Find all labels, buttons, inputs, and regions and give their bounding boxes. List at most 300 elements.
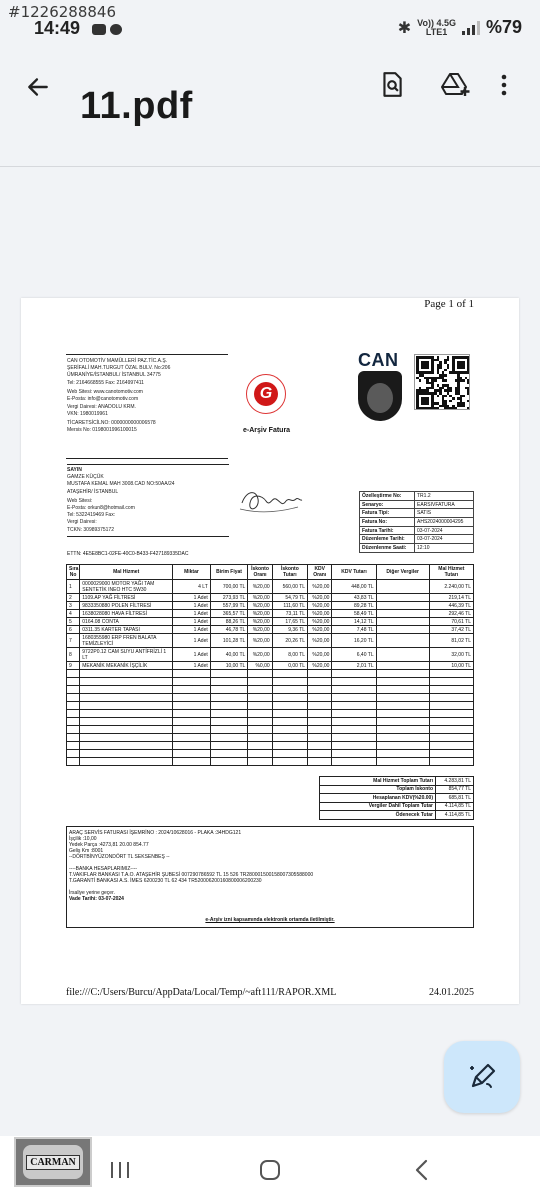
table-cell: %20,00: [248, 580, 272, 594]
table-cell: [272, 742, 307, 750]
table-cell: %20,00: [248, 634, 272, 648]
table-cell: [429, 718, 473, 726]
table-cell: [80, 686, 173, 694]
meta-key: Fatura Tipi:: [360, 509, 415, 518]
meta-value: AHS2024000004295: [415, 518, 474, 527]
table-cell: 9722P0.12 CAM SUYU ANTİFRİZLİ 1 LT: [80, 648, 173, 662]
table-cell: [376, 694, 429, 702]
seller-info: [67, 358, 227, 434]
find-in-document-button[interactable]: [372, 65, 412, 105]
note-line: Vade Tarihi: 03-07-2024: [69, 896, 124, 902]
table-cell: [376, 594, 429, 602]
nav-back-button[interactable]: [402, 1154, 442, 1186]
table-cell: [173, 742, 211, 750]
table-cell: [173, 750, 211, 758]
table-cell: [429, 694, 473, 702]
table-cell: %20,00: [308, 626, 332, 634]
status-time: 14:49: [34, 18, 81, 38]
column-header: Mal Hizmet: [80, 565, 173, 580]
table-cell: 1 Adet: [173, 662, 211, 670]
table-cell: 219,14 TL: [429, 594, 473, 602]
table-cell: [67, 734, 80, 742]
table-cell: [248, 670, 272, 678]
table-cell: [173, 670, 211, 678]
peugeot-lion-logo: [358, 371, 402, 421]
table-cell: [67, 742, 80, 750]
notes-box: [66, 826, 474, 928]
total-row: [320, 802, 474, 811]
seller-line: Web Sitesi: www.canotomotiv.com: [67, 388, 143, 395]
table-cell: [67, 758, 80, 766]
total-value: 4.283,81 TL: [436, 777, 474, 786]
network-top-label: Vo)) 4.5G: [417, 17, 456, 28]
table-cell: [308, 670, 332, 678]
table-cell: [210, 750, 248, 758]
table-cell: [308, 726, 332, 734]
table-cell: 1: [67, 580, 80, 594]
table-cell: 0164.08 CONTA: [80, 618, 173, 626]
total-value: 4.114,85 TL: [436, 802, 474, 811]
table-cell: [67, 750, 80, 758]
total-row: [320, 811, 474, 820]
table-cell: [376, 750, 429, 758]
table-cell: [210, 742, 248, 750]
table-cell: 8: [67, 648, 80, 662]
notification-icons: [92, 24, 122, 35]
table-cell: %20,00: [248, 610, 272, 618]
table-cell: 14,12 TL: [332, 618, 376, 626]
back-button[interactable]: [18, 67, 58, 107]
table-cell: [376, 726, 429, 734]
table-cell: [429, 734, 473, 742]
table-row: [67, 626, 474, 634]
table-cell: %20,00: [308, 602, 332, 610]
table-cell: 70,61 TL: [429, 618, 473, 626]
signal-icon: [462, 21, 480, 35]
table-cell: 1 Adet: [173, 610, 211, 618]
buyer-line: E-Posta: orkun8@hotmail.com: [67, 505, 135, 512]
column-header: Diğer Vergiler: [376, 565, 429, 580]
buyer-line: ATAŞEHİR/ İSTANBUL: [67, 488, 119, 495]
table-cell: 1109.AP YAĞ FİLTRESİ: [80, 594, 173, 602]
network-indicator: [417, 19, 456, 37]
gib-logo: G: [246, 374, 286, 414]
seller-line: Mersis No: 0198001996100015: [67, 426, 137, 433]
table-cell: [308, 702, 332, 710]
table-cell: [376, 602, 429, 610]
header-rule: [66, 354, 228, 355]
table-cell: %20,00: [308, 648, 332, 662]
empty-table-row: [67, 734, 474, 742]
invoice-meta-table: [359, 491, 474, 553]
invoice-type-label: e-Arşiv Fatura: [243, 427, 291, 434]
table-row: [67, 662, 474, 670]
file-title: 11.pdf: [80, 85, 193, 127]
buyer-line: TCKN: 30989375172: [67, 526, 114, 533]
table-cell: [210, 718, 248, 726]
table-cell: [248, 694, 272, 702]
table-cell: [429, 678, 473, 686]
table-row: [67, 580, 474, 594]
drive-add-icon: [441, 71, 471, 99]
meta-row: [360, 492, 474, 501]
table-cell: [376, 742, 429, 750]
table-cell: [272, 710, 307, 718]
table-cell: %20,00: [308, 594, 332, 602]
table-cell: [248, 686, 272, 694]
total-value: 4.114,85 TL: [436, 811, 474, 820]
table-cell: [308, 750, 332, 758]
table-row: [67, 602, 474, 610]
recents-icon: [109, 1160, 131, 1180]
table-cell: [210, 710, 248, 718]
buyer-line: MUSTAFA KEMAL MAH 3008.CAD NO:50AA/24: [67, 481, 175, 488]
table-cell: %20,00: [308, 662, 332, 670]
table-cell: [272, 694, 307, 702]
table-cell: [248, 718, 272, 726]
table-cell: 43,83 TL: [332, 594, 376, 602]
table-cell: [376, 662, 429, 670]
table-cell: [332, 694, 376, 702]
table-cell: [80, 710, 173, 718]
table-cell: [332, 710, 376, 718]
table-cell: [308, 678, 332, 686]
table-cell: [429, 758, 473, 766]
table-cell: [429, 670, 473, 678]
buyer-line: SAYIN: [67, 467, 82, 473]
empty-table-row: [67, 750, 474, 758]
table-cell: 40,00 TL: [210, 648, 248, 662]
page-counter: Page 1 of 1: [424, 298, 474, 310]
table-cell: 37,42 TL: [429, 626, 473, 634]
carman-label: CARMAN: [26, 1155, 80, 1170]
table-cell: [429, 710, 473, 718]
table-cell: [80, 726, 173, 734]
note-line: ARAÇ SERVİS FATURASI İŞEMRİNO : 2024/10628016 - PLAKA :34HDG121: [69, 830, 242, 836]
table-cell: 9: [67, 662, 80, 670]
table-cell: [67, 686, 80, 694]
can-brand-logo: CAN: [358, 350, 399, 370]
table-cell: 6,40 TL: [332, 648, 376, 662]
table-cell: [80, 742, 173, 750]
table-row: [67, 634, 474, 648]
table-cell: 448,00 TL: [332, 580, 376, 594]
meta-value: 12:10: [415, 544, 474, 553]
more-options-button[interactable]: [492, 65, 516, 105]
footer-date: 24.01.2025: [429, 987, 474, 998]
edit-fab-button[interactable]: [444, 1041, 520, 1113]
note-line: Yedek Parça :4273,81 20.00 854.77: [69, 842, 149, 848]
table-cell: 101,28 TL: [210, 634, 248, 648]
table-cell: 81,02 TL: [429, 634, 473, 648]
meta-value: TR1.2: [415, 492, 474, 501]
table-cell: 16,20 TL: [332, 634, 376, 648]
table-cell: 89,28 TL: [332, 602, 376, 610]
table-cell: [272, 750, 307, 758]
battery-label: %79: [485, 17, 522, 37]
table-cell: [332, 758, 376, 766]
table-cell: 73,11 TL: [272, 610, 307, 618]
table-cell: [80, 694, 173, 702]
table-cell: [173, 726, 211, 734]
buyer-line: GAMZE KÜÇÜK: [67, 474, 104, 481]
table-cell: [376, 670, 429, 678]
table-cell: [332, 742, 376, 750]
table-cell: 1 Adet: [173, 648, 211, 662]
table-row: [67, 610, 474, 618]
ettn-label: ETTN: 4E5E8BC1-02FE-40C0-B433-F427189335DAC: [67, 551, 189, 557]
table-cell: 1638028080 HAVA FİLTRESİ: [80, 610, 173, 618]
empty-table-row: [67, 710, 474, 718]
empty-table-row: [67, 678, 474, 686]
note-line: Geliş Km :8001: [69, 848, 104, 854]
total-row: [320, 785, 474, 794]
table-cell: [332, 670, 376, 678]
table-cell: [80, 718, 173, 726]
table-cell: [376, 678, 429, 686]
table-cell: 4 LT: [173, 580, 211, 594]
meta-value: 03-07-2024: [415, 535, 474, 544]
table-cell: 20,26 TL: [272, 634, 307, 648]
table-row: [67, 648, 474, 662]
table-cell: [429, 742, 473, 750]
home-button[interactable]: [250, 1154, 290, 1186]
table-cell: [272, 734, 307, 742]
table-cell: [332, 678, 376, 686]
table-cell: 1 Adet: [173, 602, 211, 610]
table-cell: 4: [67, 610, 80, 618]
table-cell: %20,00: [248, 626, 272, 634]
total-label: Vergiler Dahil Toplam Tutar: [320, 802, 436, 811]
column-header: KDV Oranı: [308, 565, 332, 580]
column-header: Mal Hizmet Tutarı: [429, 565, 473, 580]
table-cell: [248, 750, 272, 758]
table-cell: 0,00 TL: [272, 662, 307, 670]
table-cell: [332, 702, 376, 710]
table-cell: 0311.35 KARTER TAPASI: [80, 626, 173, 634]
table-cell: [173, 758, 211, 766]
recents-button[interactable]: [100, 1154, 140, 1186]
table-cell: [308, 686, 332, 694]
table-cell: [173, 694, 211, 702]
table-cell: %20,00: [248, 594, 272, 602]
table-cell: 446,39 TL: [429, 602, 473, 610]
table-cell: [248, 742, 272, 750]
buyer-info: [67, 464, 237, 537]
status-bar: [0, 17, 540, 45]
total-value: 685,81 TL: [436, 794, 474, 803]
table-cell: [80, 670, 173, 678]
table-cell: [332, 750, 376, 758]
column-header: KDV Tutarı: [332, 565, 376, 580]
column-header: Birim Fiyat: [210, 565, 248, 580]
table-cell: 700,00 TL: [210, 580, 248, 594]
table-cell: [248, 702, 272, 710]
table-cell: [376, 758, 429, 766]
table-cell: [332, 718, 376, 726]
qr-code: [414, 354, 470, 410]
app-bar: [0, 45, 540, 166]
meta-value: EARSIVFATURA: [415, 500, 474, 509]
meta-row: [360, 509, 474, 518]
table-cell: [429, 702, 473, 710]
total-row: [320, 794, 474, 803]
meta-row: [360, 500, 474, 509]
total-label: Hesaplanan KDV(%20.00): [320, 794, 436, 803]
table-cell: [376, 610, 429, 618]
table-cell: 0000029000 MOTOR YAĞI TAM SENTETİK INEO HTC 5W30: [80, 580, 173, 594]
table-cell: [210, 726, 248, 734]
table-cell: [210, 686, 248, 694]
table-cell: [376, 702, 429, 710]
meta-value: SATIS: [415, 509, 474, 518]
table-cell: [210, 694, 248, 702]
table-cell: [248, 726, 272, 734]
table-cell: 2.240,00 TL: [429, 580, 473, 594]
table-cell: 2: [67, 594, 80, 602]
table-cell: [272, 702, 307, 710]
table-cell: [210, 670, 248, 678]
table-cell: %20,00: [308, 634, 332, 648]
table-cell: [248, 678, 272, 686]
table-cell: [376, 686, 429, 694]
table-cell: %20,00: [248, 648, 272, 662]
table-cell: [429, 750, 473, 758]
table-cell: 2,01 TL: [332, 662, 376, 670]
notes-footer-label: e-Arşiv izni kapsamında elektronik ortamda iletilmiştir.: [205, 917, 335, 923]
table-cell: 365,57 TL: [210, 610, 248, 618]
document-search-icon: [379, 71, 405, 99]
carman-logo: [14, 1137, 92, 1187]
table-cell: [376, 710, 429, 718]
table-cell: [272, 686, 307, 694]
table-cell: [272, 718, 307, 726]
table-cell: 7: [67, 634, 80, 648]
seller-line: CAN OTOMOTİV MAMÜLLERİ PAZ.TİC.A.Ş.: [67, 358, 168, 364]
table-cell: 6: [67, 626, 80, 634]
meta-row: [360, 535, 474, 544]
note-line: İşçilik :10,00: [69, 836, 97, 842]
empty-table-row: [67, 702, 474, 710]
table-cell: [376, 618, 429, 626]
seller-line: E-Posta: info@canotomotiv.com: [67, 396, 139, 403]
table-cell: [67, 702, 80, 710]
total-value: 854,77 TL: [436, 785, 474, 794]
table-cell: 1680355980 ERP FREN BALATA TEMİZLEYİCİ: [80, 634, 173, 648]
meta-value: 03-07-2024: [415, 526, 474, 535]
table-cell: [210, 758, 248, 766]
table-cell: [308, 710, 332, 718]
meta-key: Fatura Tarihi:: [360, 526, 415, 535]
empty-table-row: [67, 686, 474, 694]
app-bar-divider: [0, 166, 540, 167]
table-cell: [308, 742, 332, 750]
table-cell: [173, 734, 211, 742]
table-cell: [80, 750, 173, 758]
table-cell: [173, 702, 211, 710]
table-cell: [376, 634, 429, 648]
table-cell: 7,48 TL: [332, 626, 376, 634]
empty-table-row: [67, 718, 474, 726]
table-cell: [308, 718, 332, 726]
meta-key: Özelleştirme No:: [360, 492, 415, 501]
more-vertical-icon: [501, 74, 507, 96]
table-cell: %20,00: [308, 618, 332, 626]
table-cell: [308, 694, 332, 702]
table-cell: 1 Adet: [173, 626, 211, 634]
table-cell: 10,00 TL: [210, 662, 248, 670]
table-cell: [272, 678, 307, 686]
table-cell: [332, 686, 376, 694]
home-icon: [259, 1159, 281, 1181]
table-cell: [80, 678, 173, 686]
empty-table-row: [67, 758, 474, 766]
table-cell: %20,00: [248, 618, 272, 626]
table-cell: [376, 718, 429, 726]
seller-bottom-rule: [66, 458, 228, 459]
edit-pen-sparkle-icon: [467, 1062, 497, 1092]
note-line: --DÖRTBİNYÜZONDÖRT TL SEKSENBEŞ --: [69, 854, 170, 860]
table-cell: 557,99 TL: [210, 602, 248, 610]
table-cell: 9,36 TL: [272, 626, 307, 634]
table-cell: [376, 648, 429, 662]
footer-file-path: file:///C:/Users/Burcu/AppData/Local/Temp/~aft111/RAPOR.XML: [66, 987, 337, 998]
table-cell: 111,60 TL: [272, 602, 307, 610]
table-cell: 1 Adet: [173, 594, 211, 602]
meta-row: [360, 526, 474, 535]
table-cell: [67, 710, 80, 718]
table-row: [67, 618, 474, 626]
watermark-id: #1226288846: [8, 3, 117, 21]
table-cell: [80, 702, 173, 710]
table-cell: [67, 670, 80, 678]
table-cell: [173, 686, 211, 694]
table-cell: [173, 718, 211, 726]
note-line: T.VAKIFLAR BANKASI T.A.O. ATAŞEHİR ŞUBESİ 007290786592 TL 15 526 TR280001500158007305588000: [69, 872, 314, 878]
buyer-line: Web Sitesi:: [67, 497, 93, 504]
table-cell: [308, 758, 332, 766]
table-cell: 88,26 TL: [210, 618, 248, 626]
network-bottom-label: LTE1: [425, 26, 448, 37]
nav-back-icon: [414, 1159, 430, 1181]
youtube-icon: [92, 24, 106, 35]
table-cell: [429, 726, 473, 734]
table-row: [67, 594, 474, 602]
total-label: Toplam İskonto: [320, 785, 436, 794]
totals-table: [319, 776, 474, 820]
table-cell: %20,00: [248, 602, 272, 610]
arrow-left-icon: [25, 74, 51, 100]
table-cell: 3: [67, 602, 80, 610]
table-cell: [67, 718, 80, 726]
column-header: Miktar: [173, 565, 211, 580]
table-cell: [376, 626, 429, 634]
table-cell: [308, 734, 332, 742]
table-cell: [272, 758, 307, 766]
table-cell: [67, 678, 80, 686]
pdf-page[interactable]: [21, 298, 519, 1004]
table-cell: 10,00 TL: [429, 662, 473, 670]
table-cell: 1 Adet: [173, 634, 211, 648]
seller-line: Tel: 2164668555 Fax: 2164997411: [67, 379, 144, 386]
total-label: Mal Hizmet Toplam Tutarı: [320, 777, 436, 786]
table-cell: [429, 686, 473, 694]
save-to-drive-button[interactable]: [436, 65, 476, 105]
meta-row: [360, 544, 474, 553]
buyer-line: Vergi Dairesi:: [67, 519, 97, 526]
table-cell: 1 Adet: [173, 618, 211, 626]
seller-line: VKN: 1980019961: [67, 411, 108, 418]
